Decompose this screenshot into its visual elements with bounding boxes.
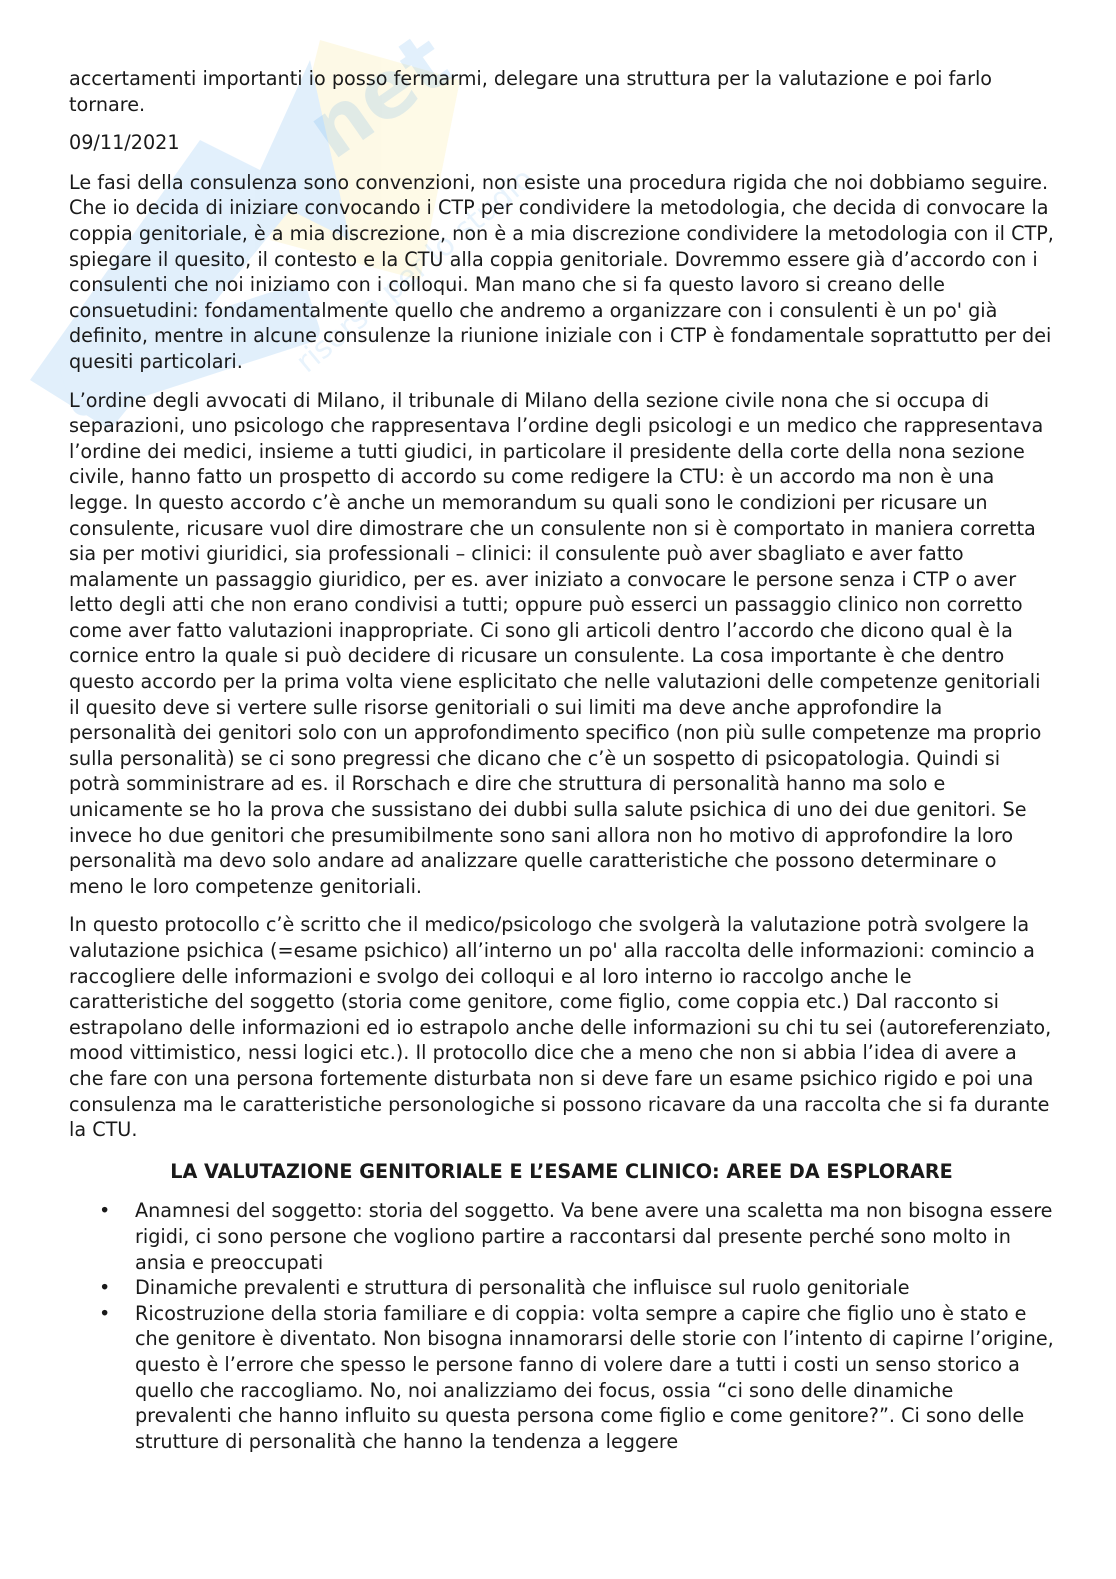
- paragraph-continuation: accertamenti importanti io posso fermarmi, delegare una struttura per la valutazione e poi farlo tornare.: [69, 67, 993, 116]
- paragraph-protocollo: In questo protocollo c’è scritto che il medico/psicologo che svolgerà la valutazione potrà svolgere la valutazione psichica (=esame psichico) all’interno un po' alla raccolta delle informazioni: comincio a raccogliere delle informazioni e svolgo dei colloqui e al loro interno io raccolgo anche le caratteristiche del soggetto (storia come genitore, come figlio, come coppia etc.) Dal racconto si estrapolano delle informazioni ed io estrapolo anche delle informazioni su chi tu sei (autoreferenziato, mood vittimistico, nessi logici etc.). Il protocollo dice che a meno che non si abbia l’idea di avere a che fare con una persona fortemente disturbata non si deve fare un esame psichico rigido e poi una consulenza ma le caratteristiche personologiche si possono ricavare da una raccolta che si fa durante la CTU.: [69, 913, 1052, 1142]
- document-page: [69, 66, 1054, 1454]
- bullet-icon: •: [99, 1276, 111, 1300]
- section-heading: LA VALUTAZIONE GENITORIALE E L’ESAME CLINICO: AREE DA ESPLORARE: [170, 1159, 953, 1183]
- bullet-icon: •: [99, 1199, 111, 1223]
- paragraph-fasi-consulenza: Le fasi della consulenza sono convenzioni, non esiste una procedura rigida che noi dobbiamo seguire. Che io decida di iniziare convocando i CTP per condividere la metodologia, che decida di convocare la coppia genitoriale, è a mia discrezione, non è a mia discrezione condividere la metodologia con il CTP, spiegare il quesito, il contesto e la CTU alla coppia genitoriale. Dovremmo essere già d’accordo con i consulenti che noi iniziamo con i colloqui. Man mano che si fa questo lavoro si creano delle consuetudini: fondamentalmente quello che andremo a organizzare con i consulenti è un po' già definito, mentre in alcune consulenze la riunione iniziale con i CTP è fondamentale soprattutto per dei quesiti particolari.: [69, 170, 1054, 373]
- watermark-tagline: risorse per lo studio: [289, 161, 541, 381]
- list-item: [69, 1275, 1054, 1301]
- lecture-date: 09/11/2021: [69, 131, 180, 155]
- bullet-icon: •: [99, 1301, 111, 1325]
- watermark-brand-text: net: [290, 14, 467, 177]
- list-item-text: Ricostruzione della storia familiare e di coppia: volta sempre a capire che figlio uno è stato e che genitore è diventato. Non bisogna innamorarsi delle storie con l’intento di capirne l’origine, questo è l’errore che spesso le persone fanno di volere dare a tutti i costi un senso storico a quello che raccogliamo. No, noi analizziamo dei focus, ossia “ci sono delle dinamiche prevalenti che hanno influito su questa persona come figlio e come genitore?”. Ci sono delle strutture di personalità che hanno la tendenza a leggere: [135, 1301, 1054, 1453]
- list-item-text: Dinamiche prevalenti e struttura di personalità che influisce sul ruolo genitoriale: [135, 1276, 910, 1300]
- areas-bullet-list: [69, 1198, 1054, 1454]
- list-item-text: Anamnesi del soggetto: storia del soggetto. Va bene avere una scaletta ma non bisogna essere rigidi, ci sono persone che vogliono partire a raccontarsi dal presente perché sono molto in ansia e preoccupati: [135, 1199, 1053, 1274]
- list-item: [69, 1198, 1054, 1275]
- list-item: [69, 1301, 1054, 1455]
- paragraph-ordine-avvocati: L’ordine degli avvocati di Milano, il tribunale di Milano della sezione civile nona che si occupa di separazioni, uno psicologo che rappresentava l’ordine degli psicologi e un medico che rappresentava l’ordine dei medici, insieme a tutti giudici, in particolare il presidente della corte della nona sezione civile, hanno fatto un prospetto di accordo su come redigere la CTU: è un accordo ma non è una legge. In questo accordo c’è anche un memorandum su quali sono le condizioni per ricusare un consulente, ricusare vuol dire dimostrare che un consulente non si è comportato in maniera corretta sia per motivi giuridici, sia professionali – clinici: il consulente può aver sbagliato e aver fatto malamente un passaggio giuridico, per es. aver iniziato a convocare le persone senza i CTP o aver letto degli atti che non erano condivisi a tutti; oppure può esserci un passaggio clinico non corretto come aver fatto valutazioni inappropriate. Ci sono gli articoli dentro l’accordo che dicono qual è la cornice entro la quale si può decidere di ricusare un consulente. La cosa importante è che dentro questo accordo per la prima volta viene esplicitato che nelle valutazioni delle competenze genitoriali il quesito deve si vertere sulle risorse genitoriali o sui limiti ma deve anche approfondire la personalità dei genitori solo con un approfondimento specifico (non più sulle competenze ma proprio sulla personalità) se ci sono pregressi che dicano che c’è un sospetto di psicopatologia. Quindi si potrà somministrare ad es. il Rorschach e dire che struttura di personalità hanno ma solo e unicamente se ho la prova che sussistano dei dubbi sulla salute psichica di uno dei due genitori. Se invece ho due genitori che presumibilmente sono sani allora non ho motivo di approfondire la loro personalità ma devo solo andare ad analizzare quelle caratteristiche che possono determinare o meno le loro competenze genitoriali.: [69, 388, 1044, 898]
